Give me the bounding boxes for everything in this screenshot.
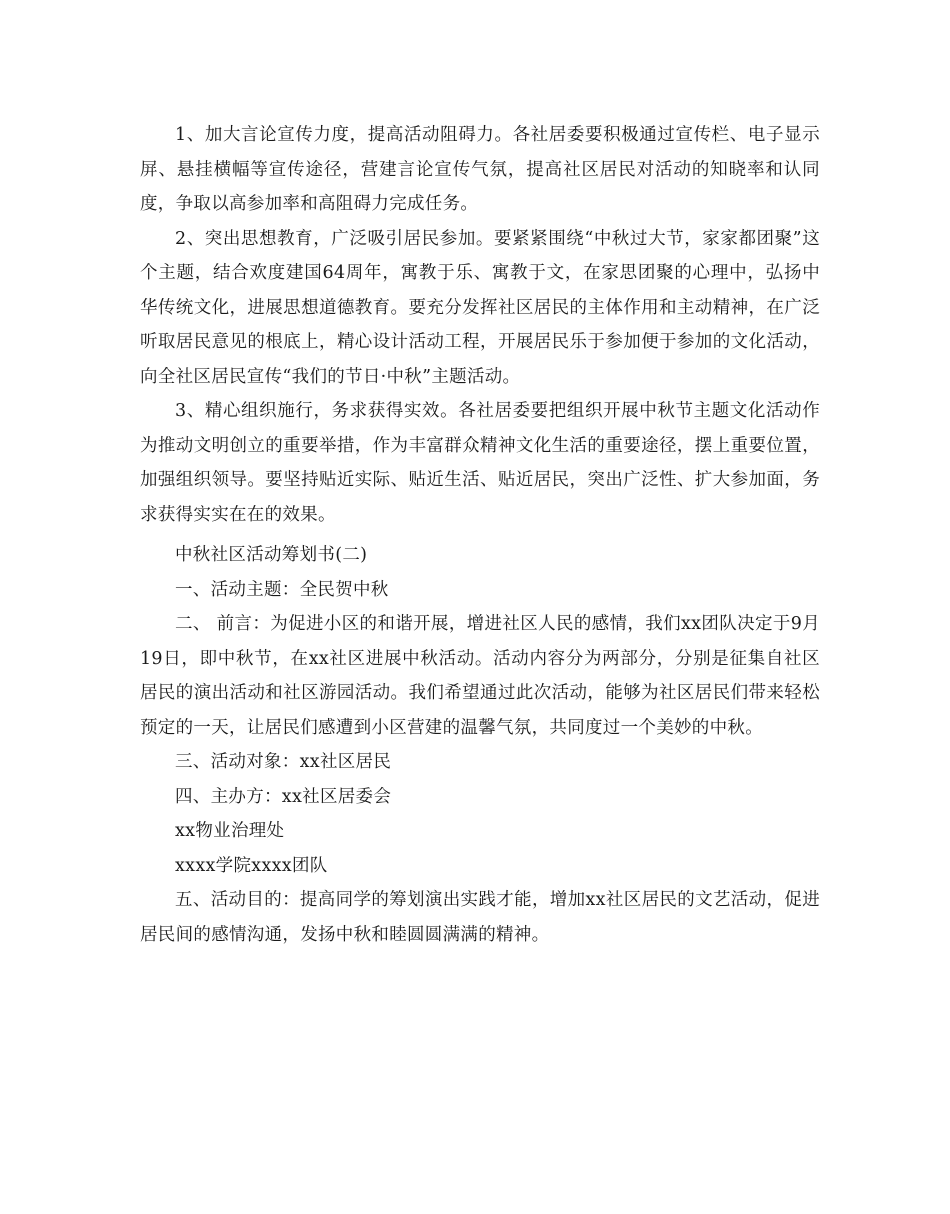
paragraph-purpose: 五、活动目的：提高同学的筹划演出实践才能，增加xx社区居民的文艺活动，促进居民间的感情沟通，发扬中秋和睦圆圆满满的精神。 <box>140 890 820 945</box>
document-body <box>140 118 820 952</box>
paragraph-theme: 一、活动主题：全民贺中秋 <box>175 579 389 600</box>
section-title: 中秋社区活动筹划书(二) <box>175 545 368 565</box>
paragraph-organizer-team: xxxx学院xxxx团队 <box>175 855 328 876</box>
paragraph-education: 2、突出思想教育，广泛吸引居民参加。要紧紧围绕“中秋过大节，家家都团聚”这个主题，结合欢度建国64周年，寓教于乐、寓教于文，在家思团聚的心理中，弘扬中华传统文化，进展思想道德教育。要充分发挥社区居民的主体作用和主动精神，在广泛听取居民意见的根底上，精心设计活动工程，开展居民乐于参加便于参加的文化活动，向全社区居民宣传“我们的节日·中秋”主题活动。 <box>140 228 820 387</box>
paragraph-publicity: 1、加大言论宣传力度，提高活动阻碍力。各社居委要积极通过宣传栏、电子显示屏、悬挂横幅等宣传途径，营建言论宣传气氛，提高社区居民对活动的知晓率和认同度，争取以高参加率和高阻碍力完成任务。 <box>140 125 820 214</box>
paragraph-audience: 三、活动对象：xx社区居民 <box>175 752 392 772</box>
paragraph-organizer: 四、主办方：xx社区居委会 <box>175 786 392 807</box>
paragraph-organizer-property: xx物业治理处 <box>175 821 285 841</box>
paragraph-implementation: 3、精心组织施行，务求获得实效。各社居委要把组织开展中秋节主题文化活动作为推动文明创立的重要举措，作为丰富群众精神文化生活的重要途径，摆上重要位置，加强组织领导。要坚持贴近实际、贴近生活、贴近居民，突出广泛性、扩大参加面，务求获得实实在在的效果。 <box>140 401 820 525</box>
paragraph-preface: 二、 前言：为促进小区的和谐开展，增进社区人民的感情，我们xx团队决定于9月19日，即中秋节，在xx社区进展中秋活动。活动内容分为两部分，分别是征集自社区居民的演出活动和社区游园活动。我们希望通过此次活动，能够为社区居民们带来轻松预定的一天，让居民们感遭到小区营建的温馨气氛，共同度过一个美妙的中秋。 <box>140 614 820 738</box>
